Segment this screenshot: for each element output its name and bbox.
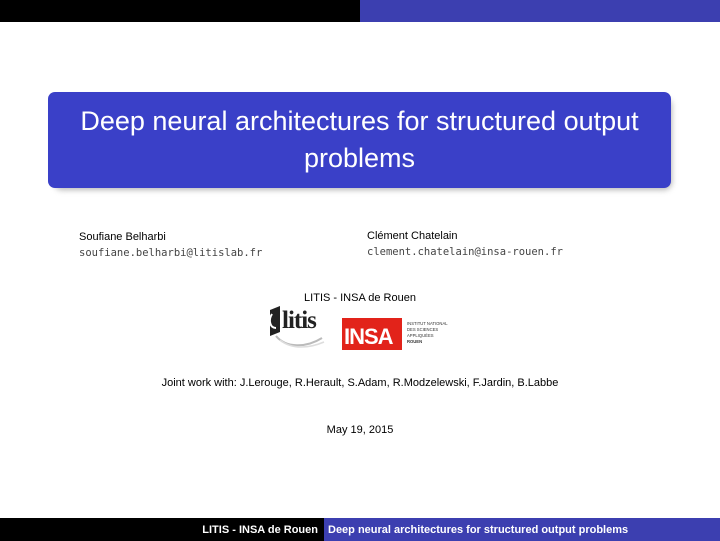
- footer-institute: LITIS - INSA de Rouen: [0, 518, 324, 541]
- litis-logo-text: litis: [282, 307, 316, 334]
- presentation-date: May 19, 2015: [326, 424, 394, 436]
- top-bar-left: [0, 0, 360, 22]
- author-2-email: clement.chatelain@insa-rouen.fr: [367, 246, 563, 258]
- author-1-email: soufiane.belharbi@litislab.fr: [79, 247, 263, 259]
- institute: LITIS - INSA de Rouen: [304, 292, 416, 304]
- insa-logo: [342, 318, 448, 350]
- insa-caption-line-4: ROUEN: [407, 339, 423, 344]
- institution-logos: [266, 304, 456, 354]
- author-2-name: Clément Chatelain: [367, 230, 458, 242]
- footer-title: Deep neural architectures for structured output problems: [324, 518, 720, 541]
- insa-caption-line-2: DES SCIENCES: [407, 327, 439, 332]
- joint-work-note: Joint work with: J.Lerouge, R.Herault, S.Adam, R.Modzelewski, F.Jardin, B.Labbe: [161, 377, 559, 389]
- insa-caption-line-3: APPLIQUÉES: [407, 333, 434, 338]
- top-bar-right: [360, 0, 720, 22]
- author-1-name: Soufiane Belharbi: [79, 231, 166, 243]
- title-box: [48, 92, 671, 188]
- author-2: [367, 229, 563, 259]
- litis-logo: [270, 306, 324, 347]
- slide-title: Deep neural architectures for structured output problems: [80, 106, 639, 173]
- author-1: [79, 230, 262, 260]
- insa-logo-text: INSA: [344, 324, 393, 349]
- insa-caption-line-1: INSTITUT NATIONAL: [407, 321, 448, 326]
